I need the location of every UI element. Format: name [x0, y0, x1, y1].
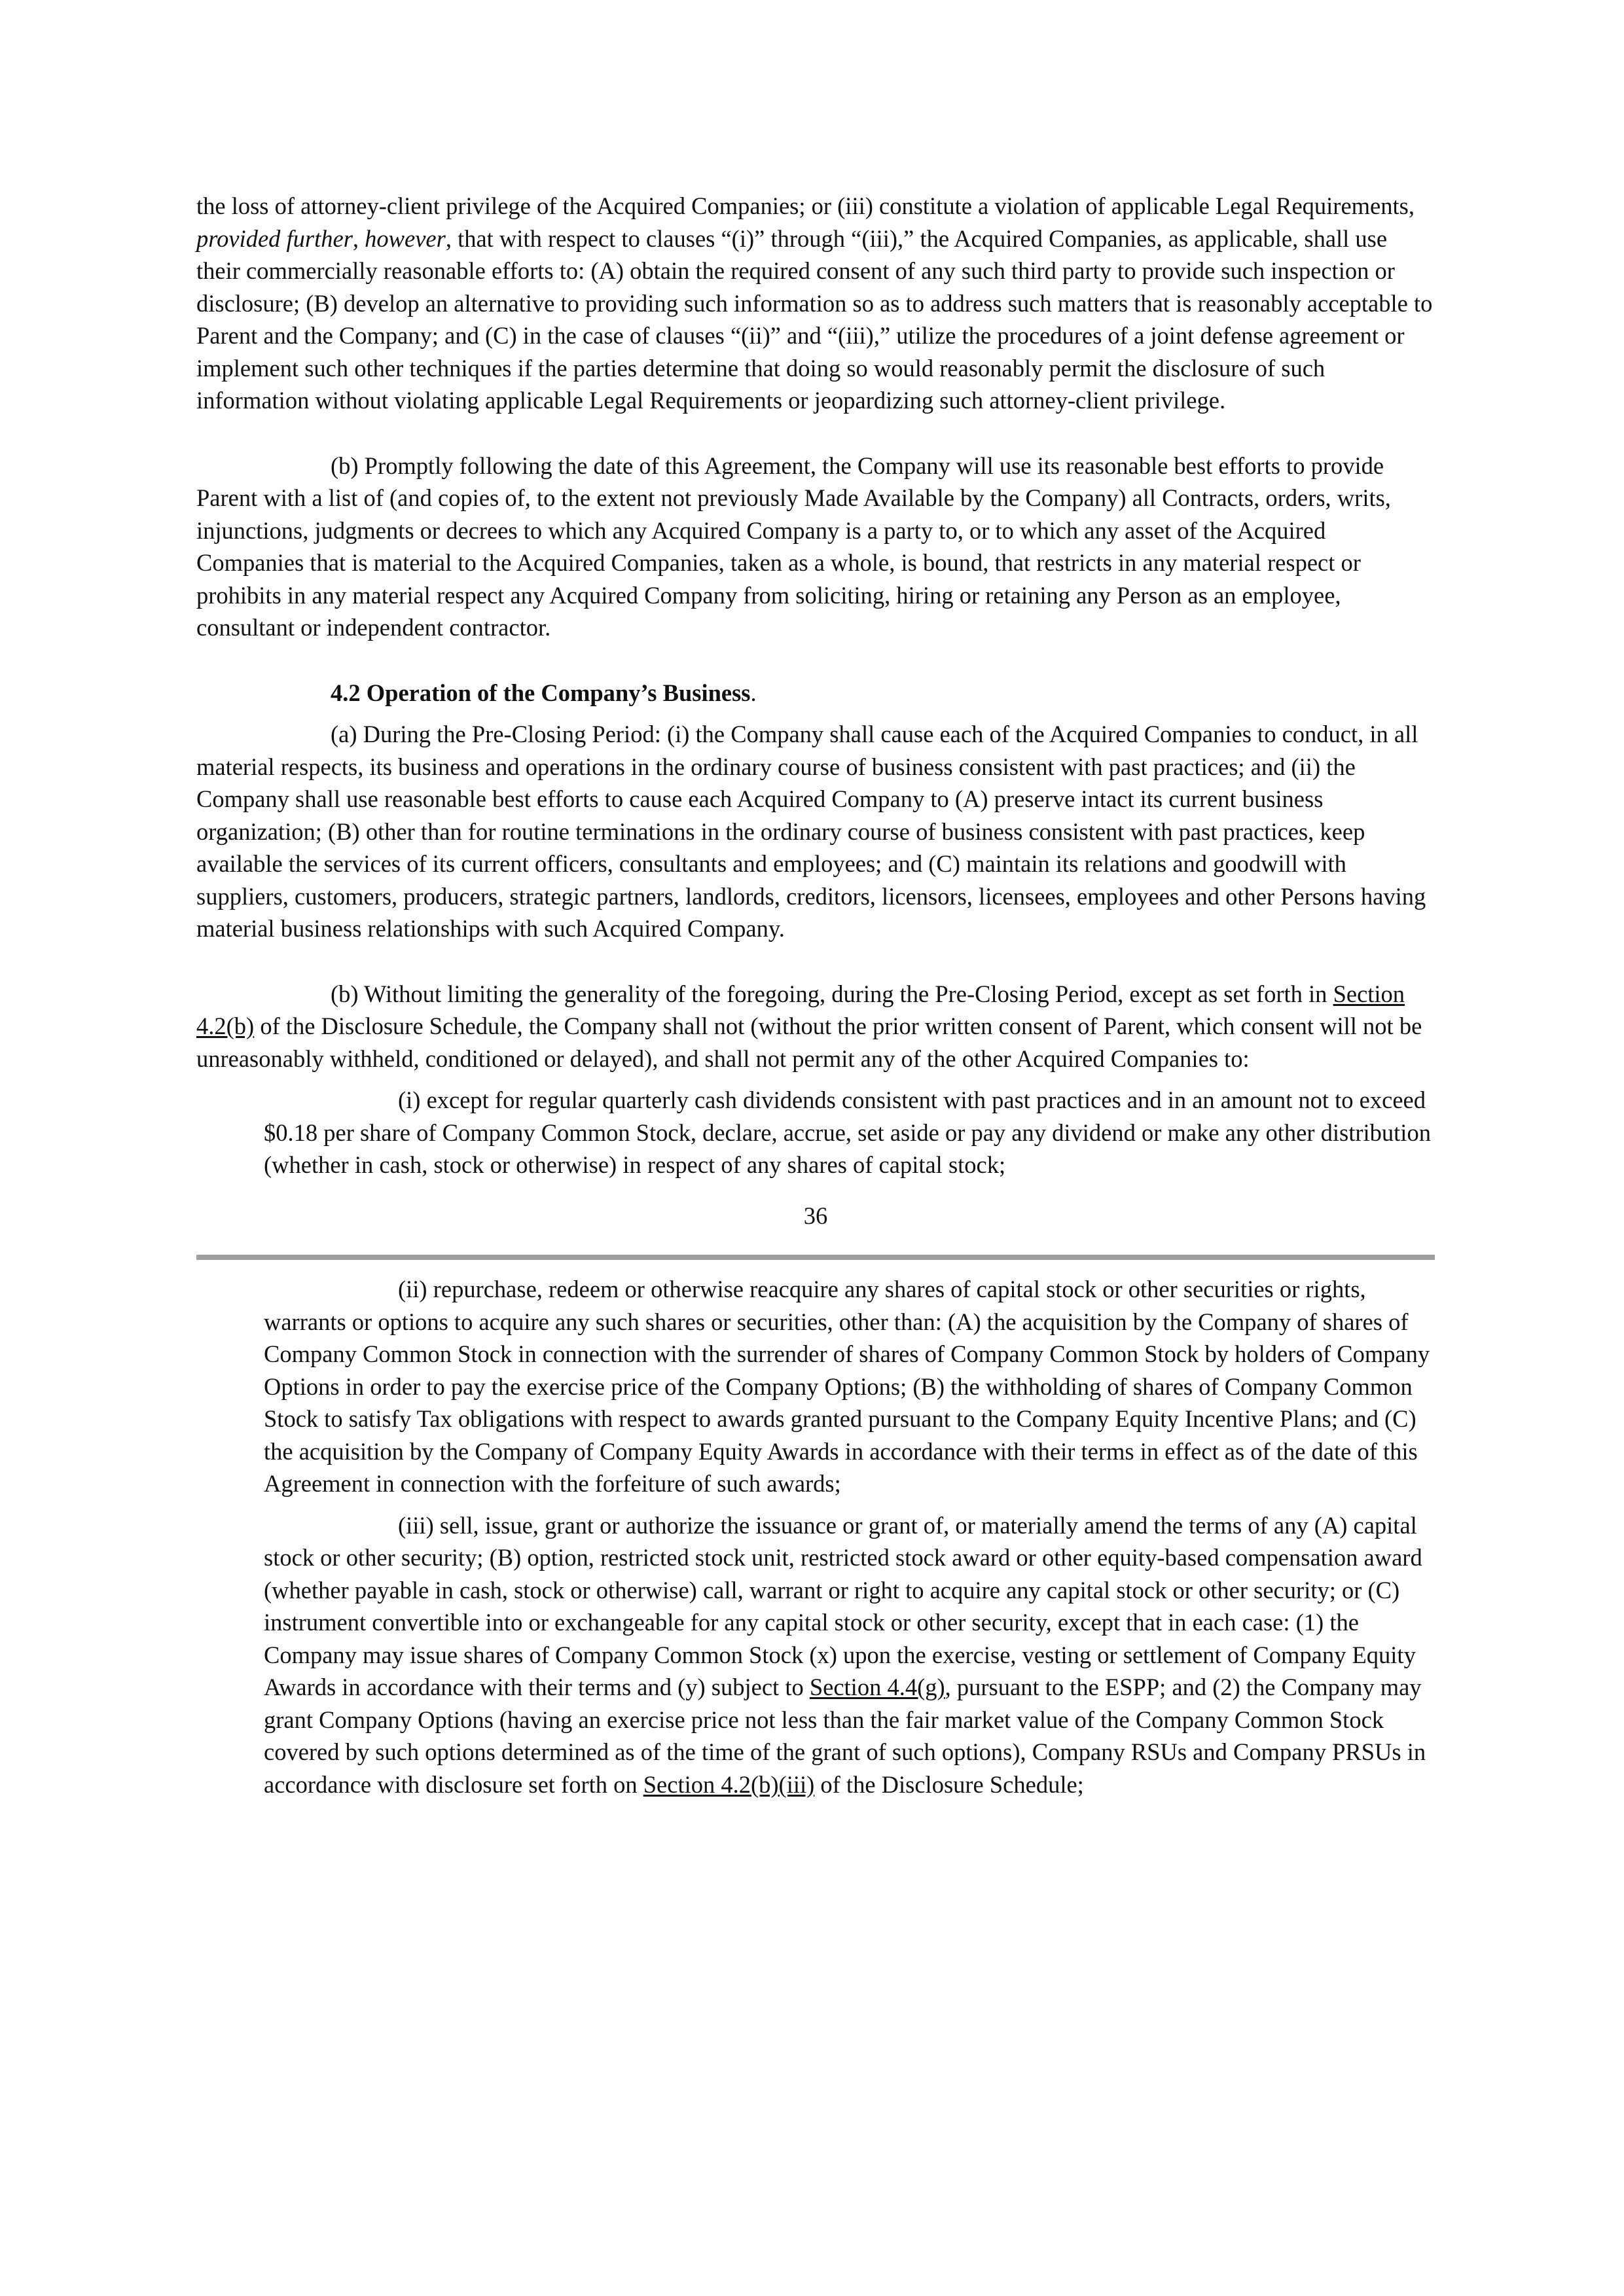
page-number: 36 [803, 1202, 828, 1229]
clause-i: (i) except for regular quarterly cash dividends consistent with past practices and in an amount not to exceed $0.18 per share of Company Common Stock, declare, accrue, set aside or pay any dividend or make any other distribution (whether in cash, stock or otherwise) in respect of any shares of capital stock; [264, 1086, 1431, 1178]
section-heading [196, 677, 1435, 709]
text-run: , [352, 224, 365, 252]
text-run: , that with respect to clauses “(i)” through “(iii),” the Acquired Companies, as applicable, shall use their commercially reasonable efforts to: (A) obtain the required consent of any such third party to provide such inspection or disclosure; (B) develop an alternative to providing such information so as to address such matters that is reasonably acceptable to Parent and the Company; and (C) in the case of clauses “(ii)” and “(iii),” utilize the procedures of a joint defense agreement or implement such other techniques if the parties determine that doing so would reasonably permit the disclosure of such information without violating applicable Legal Requirements or jeopardizing such attorney-client privilege. [196, 224, 1433, 414]
text-run: (b) Without limiting the generality of the foregoing, during the Pre-Closing Period, except as set forth in [331, 980, 1333, 1007]
paragraph-b-list: (b) Promptly following the date of this Agreement, the Company will use its reasonable best efforts to provide Parent with a list of (and copies of, to the extent not previously Made Available by the Company) all Contracts, orders, writs, injunctions, judgments or decrees to which any Acquired Company is a party to, or to which any asset of the Acquired Companies that is material to the Acquired Companies, taken as a whole, is bound, that restricts in any material respect or prohibits in any material respect any Acquired Company from soliciting, hiring or retaining any Person as an employee, consultant or independent contractor. [196, 452, 1391, 641]
text-run: (iii) sell, issue, grant or authorize the issuance or grant of, or materially amend the terms of any (A) capital stock or other security; (B) option, restricted stock unit, restricted stock award or other equity-based compensation award (whether payable in cash, stock or otherwise) call, warrant or right to acquire any capital stock or other security; or (C) instrument convertible into or exchangeable for any capital stock or other security, except that in each case: (1) the Company may issue shares of Company Common Stock (x) upon the exercise, vesting or settlement of Company Equity Awards in accordance with their terms and (y) subject to [264, 1511, 1422, 1700]
text-run: of the Disclosure Schedule; [814, 1770, 1084, 1798]
page-divider [196, 1255, 1435, 1260]
paragraph-continuation [196, 190, 1435, 417]
clause-ii: (ii) repurchase, redeem or otherwise reacquire any shares of capital stock or other securities or rights, warrants or options to acquire any such shares or securities, other than: (A) the acquisition by the Company of shares of Company Common Stock in connection with the surrender of shares of Company Common Stock by holders of Company Options in order to pay the exercise price of the Company Options; (B) the withholding of shares of Company Common Stock to satisfy Tax obligations with respect to awards granted pursuant to the Company Equity Incentive Plans; and (C) the acquisition by the Company of Company Equity Awards in accordance with their terms in effect as of the date of this Agreement in connection with the forfeiture of such awards; [264, 1276, 1430, 1497]
text-run: the loss of attorney-client privilege of the Acquired Companies; or (iii) constitute a violation of applicable Legal Requirements, [196, 192, 1415, 219]
section-heading-title: 4.2 Operation of the Company’s Business [331, 679, 751, 706]
clause-iii [264, 1509, 1435, 1801]
document-page [196, 190, 1435, 1801]
section-reference: Section 4.2(b) [196, 980, 1405, 1039]
italic-text: however [365, 224, 446, 252]
heading-period: . [750, 679, 757, 706]
italic-text: provided further [196, 224, 353, 252]
section-reference: Section 4.2(b)(iii) [643, 1770, 815, 1798]
section-reference: Section 4.4(g) [809, 1674, 945, 1700]
text-run: of the Disclosure Schedule, the Company shall not (without the prior written consent of Parent, which consent will not be unreasonably withheld, conditioned or delayed), and shall not permit any of the other Acquired Companies to: [196, 1013, 1422, 1072]
text-run: , pursuant to the ESPP; and (2) the Company may grant Company Options (having an exercise price not less than the fair market value of the Company Common Stock covered by such options determined as of the time of the grant of such options), Company RSUs and Company PRSUs in accordance with disclosure set forth on [264, 1674, 1426, 1798]
paragraph-b-restrictions [196, 978, 1435, 1075]
paragraph-a-operation: (a) During the Pre-Closing Period: (i) the Company shall cause each of the Acquired Companies to conduct, in all material respects, its business and operations in the ordinary course of business consistent with past practices; and (ii) the Company shall use reasonable best efforts to cause each Acquired Company to (A) preserve intact its current business organization; (B) other than for routine terminations in the ordinary course of business consistent with past practices, keep available the services of its current officers, consultants and employees; and (C) maintain its relations and goodwill with suppliers, customers, producers, strategic partners, landlords, creditors, licensors, licensees, employees and other Persons having material business relationships with such Acquired Company. [196, 721, 1426, 942]
